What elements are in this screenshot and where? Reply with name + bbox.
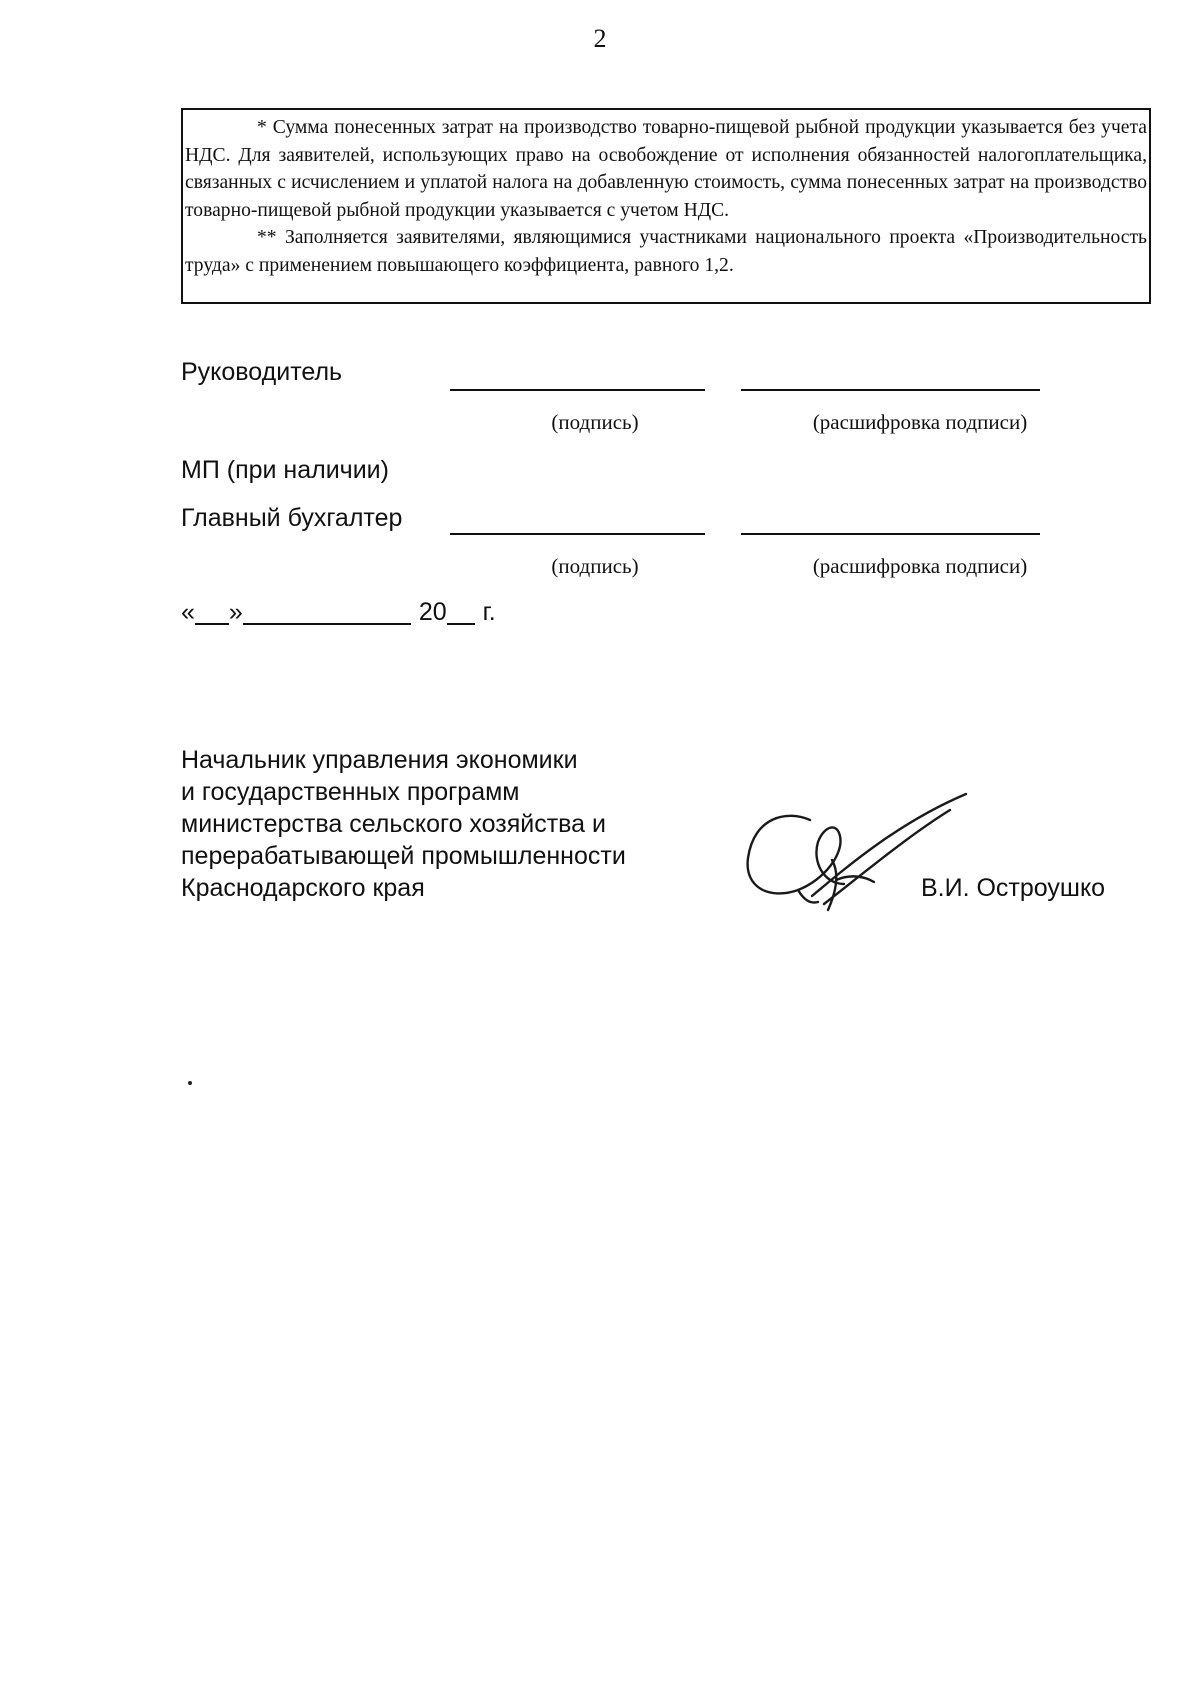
date-line bbox=[181, 598, 496, 627]
head-signature-line bbox=[450, 389, 705, 391]
signer-position bbox=[181, 744, 626, 904]
accountant-signature-line bbox=[450, 533, 705, 535]
year-prefix: 20 bbox=[418, 598, 447, 626]
signer-name: В.И. Остроушко bbox=[921, 874, 1106, 902]
stray-dot bbox=[188, 1081, 192, 1085]
accountant-label: Главный бухгалтер bbox=[181, 504, 403, 532]
signer-position-line: Краснодарского края bbox=[181, 874, 425, 902]
head-decode-caption: (расшифровка подписи) bbox=[812, 410, 1028, 434]
accountant-signature-caption: (подпись) bbox=[551, 554, 639, 578]
footnotes-box bbox=[181, 108, 1151, 304]
handwritten-signature bbox=[740, 788, 980, 928]
head-label: Руководитель bbox=[181, 358, 343, 386]
accountant-decode-caption: (расшифровка подписи) bbox=[812, 554, 1028, 578]
page-number: 2 bbox=[593, 24, 607, 53]
head-signature-caption: (подпись) bbox=[551, 410, 639, 434]
year-blank bbox=[447, 599, 475, 625]
footnote-vat: * Сумма понесенных затрат на производство товарно-пищевой рыбной продукции указывается без учета НДС. Для заявителей, использующих право на освобождение от исполнения обязанностей налогоплательщика, связанных с исчислением и уплатой налога на добавленную стоимость, сумма понесенных затрат на производство товарно-пищевой рыбной продукции указывается с учетом НДС. bbox=[185, 117, 1147, 221]
signer-position-line: Начальник управления экономики bbox=[181, 746, 578, 774]
signer-position-line: перерабатывающей промышленности bbox=[181, 842, 626, 870]
signer-position-line: министерства сельского хозяйства и bbox=[181, 810, 606, 838]
date-close-quote: » bbox=[228, 598, 243, 626]
year-suffix: г. bbox=[482, 598, 496, 626]
signer-position-line: и государственных программ bbox=[181, 778, 520, 806]
head-decode-line bbox=[741, 389, 1040, 391]
day-blank bbox=[195, 599, 229, 625]
stamp-label: МП (при наличии) bbox=[181, 456, 389, 484]
footnote-national-project: ** Заполняется заявителями, являющимися участниками национального проекта «Производительность труда» с применением повышающего коэффициента, равного 1,2. bbox=[185, 227, 1147, 276]
date-open-quote: « bbox=[181, 598, 195, 626]
month-blank bbox=[243, 599, 411, 625]
accountant-decode-line bbox=[741, 533, 1040, 535]
